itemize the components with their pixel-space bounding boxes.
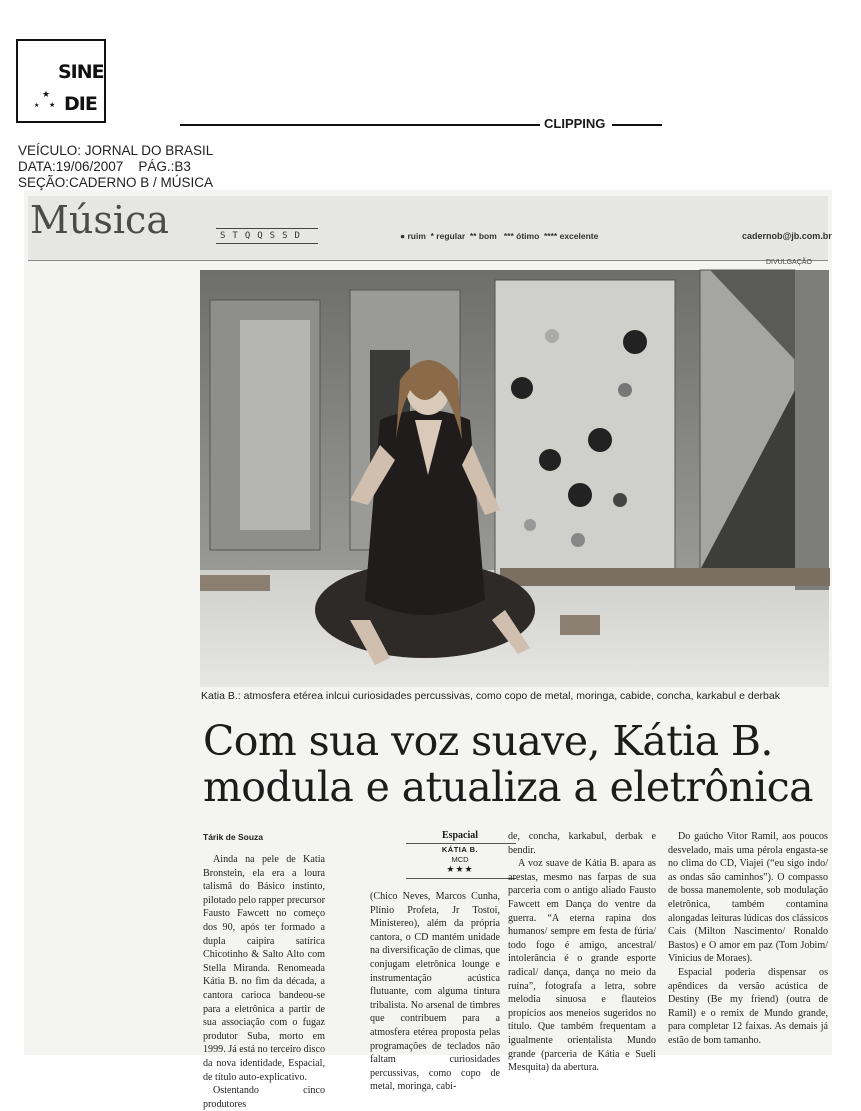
col3-paragraph-1: de, concha, karkabul, derbak e bendir. xyxy=(508,831,656,856)
logo-word-sine: SINE xyxy=(58,61,104,83)
review-box-rule-bottom xyxy=(406,878,516,879)
svg-text:★: ★ xyxy=(34,103,40,109)
date-page-line: DATA:19/06/2007 PÁG.:B3 xyxy=(18,159,191,174)
svg-text:★: ★ xyxy=(49,102,56,109)
col1-paragraph-1: Ainda na pele de Katia Bronstein, ela era a loura talismã do Básico instinto, pilotado pelo rapper precursor Fausto Fawcett no começo dos 90, após ter formado a dupla caipira satírica Chicotinho & Salto Alto com Stella Miranda. Renomeada Kátia B. no fim da década, a cantora carioca bandeou-se para a eletrônica a partir de sua associação com o fugaz produtor Suba, morto em 1999. Já está no terceiro disco da nova identidade, Espacial, de título auto-explicativo. xyxy=(203,854,325,1083)
review-box-artist: KÁTIA B. xyxy=(441,845,479,854)
col4-paragraph-1: Do gaúcho Vitor Ramil, aos poucos desvelado, mais uma pérola engasta-se no clima do CD, Viajei (“eu sigo indo/ as ondas são caminhos”). O compasso de bossa manemolente, sob modulação eletrônica, também contamina alongadas leituras lúdicas dos clássicos Cais (Milton Nascimento/ Ronaldo Bastos) e O amor em paz (Tom Jobim/ Vinicius de Moraes). xyxy=(668,831,828,965)
section-email: cadernob@jb.com.br xyxy=(742,231,832,241)
svg-text:★: ★ xyxy=(42,89,51,99)
col3-paragraph-2: A voz suave de Kátia B. apara as arestas, mesmo nas farpas de sua parceria com o antigo aliado Fausto Fawcett em Dança do ventre da guerra. “A eterna rapina dos humanos/ sempre em festa de fúria/ todo fogo é amigo, ancestral/ intolerância é o grande esporte radical/ dança, dança no meio da ruína”, fotografa a letra, sobre melodia sinuosa e flauteios propícios aos meneios sugeridos no título. Que também frequentam a igualmente orientalista Mundo grande (parceria de Kátia e Sueli Mesquita) da abertura. xyxy=(508,858,656,1074)
col2-paragraph-1: (Chico Neves, Marcos Cunha, Plínio Profeta, Jr Tostoi, Ministereo), além da própria cantora, o CD mantém unidade na diversificação de climas, que conjugam eletrônica lounge e instrumentação acústica flutuante, com alguma tintura tribalista. No arsenal de timbres que contribuem para a atmosfera etérea proposta pelas programações de teclados não faltam curiosidades percussivas, como copo de metal, moringa, cabi- xyxy=(370,891,500,1093)
clipping-rule-right xyxy=(612,124,662,126)
article-column-2 xyxy=(370,890,500,1093)
review-box-rating: ★★★ xyxy=(446,865,474,875)
article-author: Tárik de Souza xyxy=(203,832,263,842)
article-column-1 xyxy=(203,853,325,1110)
photo-credit: DIVULGAÇÃO xyxy=(766,259,812,266)
article-column-4 xyxy=(668,830,828,1048)
vehicle-line: VEÍCULO: JORNAL DO BRASIL xyxy=(18,143,214,158)
section-line: SEÇÃO:CADERNO B / MÚSICA xyxy=(18,175,214,190)
article-photo xyxy=(200,270,829,687)
review-box-label: MCD xyxy=(451,855,469,864)
clipping-rule-left xyxy=(180,124,540,126)
logo-word-die: DIE xyxy=(64,93,97,115)
weekday-rule-top xyxy=(216,228,318,229)
agency-logo xyxy=(16,39,106,123)
article-headline: Com sua voz suave, Kátia B. modula e atualiza a eletrônica xyxy=(203,717,813,811)
review-box-rule-top xyxy=(406,843,516,844)
weekday-rule-bottom xyxy=(216,243,318,244)
col1-paragraph-2: Ostentando cinco produtores xyxy=(203,1085,325,1110)
article-column-3 xyxy=(508,830,656,1074)
clipping-label: CLIPPING xyxy=(540,116,609,131)
crescent-moon-icon xyxy=(22,47,62,113)
col4-paragraph-2: Espacial poderia dispensar os apêndices da versão acústica de Destiny (Be my friend) (outra de Ramil) e o remix de Mundo grande, para completar 12 faixas. As demais já estão de bom tamanho. xyxy=(668,966,828,1046)
section-title: Música xyxy=(30,198,169,242)
weekday-letters: STQQSSD xyxy=(220,231,307,241)
photo-caption: Katia B.: atmosfera etérea inlcui curiosidades percussivas, como copo de metal, moringa, cabide, concha, karkabul e derbak xyxy=(201,690,780,702)
rating-legend: ● ruim * regular ** bom *** ótimo **** excelente xyxy=(400,231,599,241)
review-box-title: Espacial xyxy=(441,830,479,841)
